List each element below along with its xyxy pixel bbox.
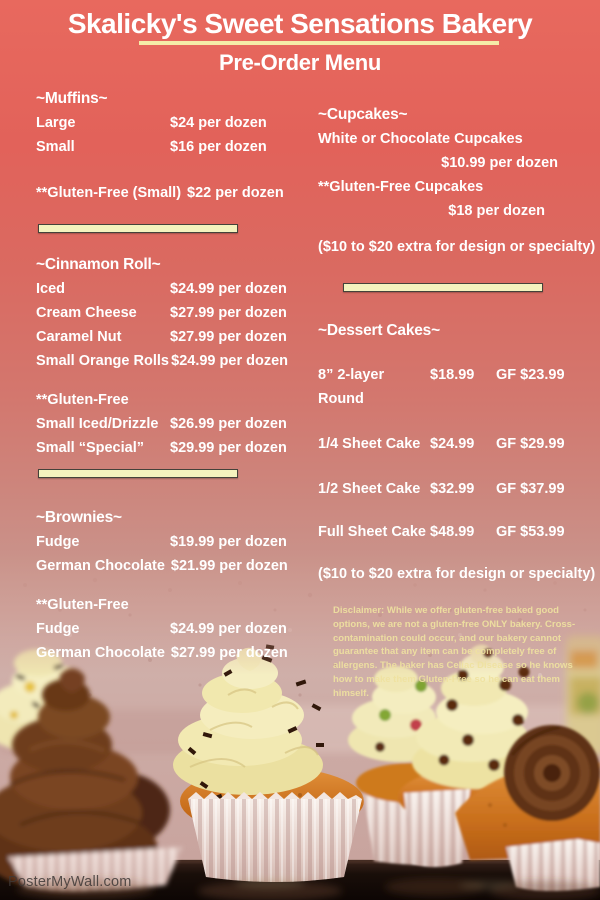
item-name: Small “Special” [36, 440, 144, 456]
item-name: Cream Cheese [36, 305, 137, 321]
item-name: 8” 2-layer Round [318, 367, 385, 407]
item-name: White or Chocolate Cupcakes [318, 131, 523, 147]
item-price: $24.99 per dozen [171, 353, 288, 369]
item-name: Small Iced/Drizzle [36, 416, 159, 432]
section-header-brownies: ~Brownies~ [36, 509, 122, 526]
extra-charge-note: ($10 to $20 extra for design or specialty) [318, 239, 596, 255]
item-name: Caramel Nut [36, 329, 122, 345]
item-gf-price: GF $23.99 [496, 367, 565, 383]
item-price: $29.99 per dozen [170, 440, 287, 456]
poster-subtitle: Pre-Order Menu [218, 50, 382, 75]
item-name: 1/4 Sheet Cake [318, 436, 421, 452]
item-name: Fudge [36, 534, 80, 550]
item-price: $18.99 [430, 367, 475, 383]
item-price: $27.99 per dozen [170, 645, 288, 661]
item-price: $16 per dozen [170, 139, 267, 155]
section-header-muffins: ~Muffins~ [36, 90, 108, 107]
section-divider [38, 224, 238, 233]
menu-row [36, 530, 288, 554]
menu-row [36, 554, 288, 578]
menu-column-left [36, 86, 288, 665]
item-name: **Gluten-Free Cupcakes [318, 179, 484, 195]
item-price: $24.99 per dozen [170, 281, 287, 297]
item-price: $24.99 [430, 436, 475, 452]
menu-row [36, 277, 288, 301]
section-divider [343, 283, 543, 292]
item-name: Small Orange Rolls [36, 353, 169, 369]
item-price: $26.99 per dozen [170, 416, 287, 432]
menu-row [36, 135, 288, 159]
gluten-free-header: **Gluten-Free [36, 392, 129, 408]
menu-row-gluten-free [36, 617, 288, 641]
cake-row [318, 432, 576, 456]
item-name: Large [36, 115, 76, 131]
item-price: $24.99 per dozen [170, 621, 287, 637]
item-price: $10.99 per dozen [441, 155, 558, 171]
item-gf-price: GF $53.99 [496, 524, 565, 540]
menu-row-gluten-free [36, 181, 288, 205]
item-price: $27.99 per dozen [170, 329, 287, 345]
cake-row [318, 477, 576, 501]
menu-row-gluten-free [36, 641, 288, 665]
item-price: $48.99 [430, 524, 475, 540]
menu-row [36, 301, 288, 325]
item-price: $32.99 [430, 481, 475, 497]
item-name: **Gluten-Free (Small) [36, 185, 182, 201]
postermywall-watermark: PosterMyWall.com [8, 874, 132, 890]
item-price: $24 per dozen [170, 115, 267, 131]
menu-column-right [318, 102, 596, 701]
item-price: $27.99 per dozen [170, 305, 287, 321]
cake-row [318, 363, 576, 411]
item-price: $18 per dozen [448, 203, 545, 219]
item-name: Small [36, 139, 75, 155]
section-divider [38, 469, 238, 478]
menu-row-gluten-free [36, 436, 288, 460]
item-name: 1/2 Sheet Cake [318, 481, 421, 497]
candy-yellow [25, 682, 36, 693]
item-gf-price: GF $37.99 [496, 481, 565, 497]
section-header-cupcakes: ~Cupcakes~ [318, 106, 408, 123]
extra-charge-note: ($10 to $20 extra for design or specialty) [318, 566, 596, 582]
menu-row [36, 325, 288, 349]
item-gf-price: GF $29.99 [496, 436, 565, 452]
item-name: Full Sheet Cake [318, 524, 426, 540]
item-name: German Chocolate [36, 645, 165, 661]
item-price: $22 per dozen [187, 185, 284, 201]
item-name: Fudge [36, 621, 80, 637]
menu-row [36, 111, 288, 135]
menu-row-gluten-free [36, 412, 288, 436]
poster-title: Skalicky's Sweet Sensations Bakery [67, 8, 533, 39]
cake-row [318, 520, 576, 544]
disclaimer-text: Disclaimer: While we offer gluten-free baked good options, we are not a gluten-free ONLY bakery. Cross-contamination could occur, and our bakery cannot guarantee that any item can be completely free of allergens. The baker has Celiac Disease so he knows how to make them Gluten-Free so he can eat them himself. [333, 605, 576, 699]
section-header-dessert-cakes: ~Dessert Cakes~ [318, 322, 440, 339]
title-underline [139, 41, 499, 45]
section-header-cinnamon-roll: ~Cinnamon Roll~ [36, 256, 161, 273]
menu-row [36, 349, 288, 373]
item-name: German Chocolate [36, 558, 165, 574]
item-name: Iced [36, 281, 66, 297]
item-price: $19.99 per dozen [170, 534, 287, 550]
item-price: $21.99 per dozen [170, 558, 288, 574]
gluten-free-header: **Gluten-Free [36, 597, 129, 613]
